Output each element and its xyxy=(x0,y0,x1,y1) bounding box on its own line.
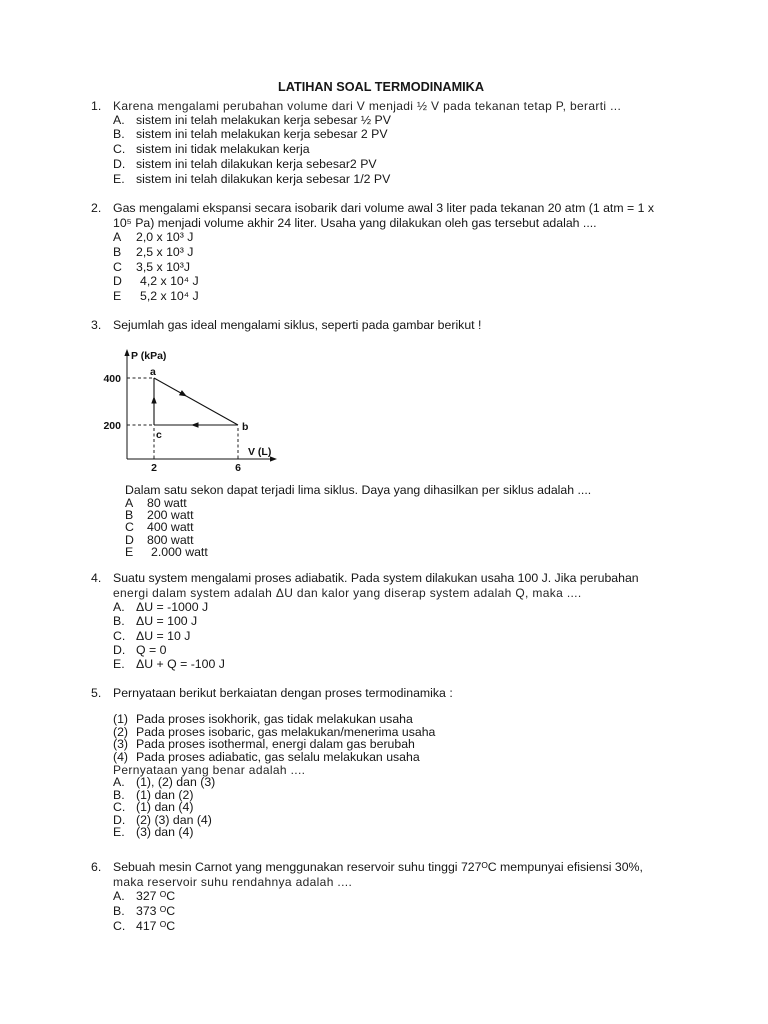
option-text: 2,5 x 10³ J xyxy=(136,245,194,259)
option-text: ΔU = 100 J xyxy=(136,614,198,628)
tick-label-400: 400 xyxy=(103,373,121,385)
question-text: Sejumlah gas ideal mengalami siklus, seperti pada gambar berikut ! xyxy=(113,318,482,332)
option-text: 2.000 watt xyxy=(151,545,208,559)
option-letter: E. xyxy=(113,172,125,186)
option-text: ΔU + Q = -100 J xyxy=(136,657,225,671)
statement-text: Pada proses adiabatic, gas selalu melakukan usaha xyxy=(136,750,420,764)
pv-cycle-diagram xyxy=(90,340,290,480)
v-axis-label: V (L) xyxy=(248,446,272,458)
question-text: 10⁵ Pa) menjadi volume akhir 24 liter. Usaha yang dilakukan oleh gas tersebut adalah .... xyxy=(113,216,597,230)
statement-label: (4) xyxy=(113,750,129,764)
option-letter: B. xyxy=(113,788,125,802)
question-text: Sebuah mesin Carnot yang menggunakan reservoir suhu tinggi 727ᴼC mempunyai efisiensi 30%, xyxy=(113,860,643,874)
statement-text: Pada proses isobaric, gas melakukan/menerima usaha xyxy=(136,725,436,739)
page-title: LATIHAN SOAL TERMODINAMIKA xyxy=(277,80,485,94)
statement-label: (1) xyxy=(113,712,129,726)
question-text: maka reservoir suhu rendahnya adalah .... xyxy=(113,875,353,889)
option-text: (2) (3) dan (4) xyxy=(136,813,212,827)
arrow-left-icon xyxy=(191,422,199,427)
option-text: 417 ᴼC xyxy=(136,919,176,933)
statement-label: (2) xyxy=(113,725,129,739)
option-letter: C. xyxy=(113,919,126,933)
question-text: Pernyataan berikut berkaiatan dengan proses termodinamika : xyxy=(113,686,453,700)
option-letter: B xyxy=(125,508,134,522)
option-text: 2,0 x 10³ J xyxy=(136,230,194,244)
option-letter: E xyxy=(125,545,134,559)
option-letter: C xyxy=(125,520,134,534)
question-text: Suatu system mengalami proses adiabatik. Pada system dilakukan usaha 100 J. Jika perubahan xyxy=(113,571,639,585)
option-letter: B xyxy=(113,245,122,259)
option-letter: A. xyxy=(113,889,125,903)
point-label-c: c xyxy=(156,429,162,441)
option-text: ΔU = -1000 J xyxy=(136,600,209,614)
option-text: (1), (2) dan (3) xyxy=(136,775,216,789)
option-letter: C. xyxy=(113,800,126,814)
option-text: (3) dan (4) xyxy=(136,825,194,839)
question-text: energi dalam system adalah ΔU dan kalor yang diserap system adalah Q, maka .... xyxy=(113,586,582,600)
option-text: 80 watt xyxy=(147,496,187,510)
option-text: 373 ᴼC xyxy=(136,904,176,918)
tick-label-2: 2 xyxy=(151,462,157,474)
option-text: 5,2 x 10⁴ J xyxy=(140,289,199,303)
arrow-down-right-icon xyxy=(179,390,187,396)
option-text: 400 watt xyxy=(147,520,194,534)
option-letter: D. xyxy=(113,157,126,171)
option-text: ΔU = 10 J xyxy=(136,629,191,643)
option-letter: C xyxy=(113,260,122,274)
point-label-a: a xyxy=(150,366,156,378)
question-number: 6. xyxy=(91,860,102,874)
option-text: sistem ini telah dilakukan kerja sebesar2 PV xyxy=(136,157,377,171)
question-number: 4. xyxy=(91,571,102,585)
statement-text: Pada proses isokhorik, gas tidak melakukan usaha xyxy=(136,712,413,726)
option-text: (1) dan (4) xyxy=(136,800,194,814)
question-number: 3. xyxy=(91,318,102,332)
option-text: 327 ᴼC xyxy=(136,889,176,903)
point-label-b: b xyxy=(242,421,249,433)
option-text: sistem ini tidak melakukan kerja xyxy=(136,142,310,156)
p-axis-label: P (kPa) xyxy=(131,350,167,362)
option-letter: D xyxy=(125,533,134,547)
arrow-up-icon xyxy=(151,396,156,404)
question-text: Gas mengalami ekspansi secara isobarik dari volume awal 3 liter pada tekanan 20 atm (1 atm = 1 x xyxy=(113,201,654,215)
option-text: sistem ini telah dilakukan kerja sebesar 1/2 PV xyxy=(136,172,391,186)
option-letter: B. xyxy=(113,127,125,141)
option-letter: D. xyxy=(113,643,126,657)
tick-label-200: 200 xyxy=(103,420,121,432)
question-number: 5. xyxy=(91,686,102,700)
option-text: 3,5 x 10³J xyxy=(136,260,190,274)
option-letter: D xyxy=(113,274,122,288)
question-text: Karena mengalami perubahan volume dari V menjadi ½ V pada tekanan tetap P, berarti ... xyxy=(113,99,622,113)
question-number: 1. xyxy=(91,99,102,113)
option-text: 4,2 x 10⁴ J xyxy=(140,274,199,288)
option-letter: C. xyxy=(113,629,126,643)
option-text: sistem ini telah melakukan kerja sebesar 2 PV xyxy=(136,127,388,141)
option-letter: A. xyxy=(113,775,125,789)
option-letter: A. xyxy=(113,113,125,127)
option-letter: A xyxy=(125,496,134,510)
option-text: (1) dan (2) xyxy=(136,788,194,802)
option-letter: E xyxy=(113,289,122,303)
option-letter: B. xyxy=(113,614,125,628)
option-text: 800 watt xyxy=(147,533,194,547)
option-letter: E. xyxy=(113,657,125,671)
option-letter: E. xyxy=(113,825,125,839)
option-text: 200 watt xyxy=(147,508,194,522)
option-letter: D. xyxy=(113,813,126,827)
option-letter: A. xyxy=(113,600,125,614)
option-letter: A xyxy=(113,230,122,244)
option-text: Q = 0 xyxy=(136,643,167,657)
question-number: 2. xyxy=(91,201,102,215)
option-letter: C. xyxy=(113,142,126,156)
statement-text: Pada proses isothermal, energi dalam gas berubah xyxy=(136,737,415,751)
tick-label-6: 6 xyxy=(235,462,241,474)
question-prompt: Pernyataan yang benar adalah .... xyxy=(113,763,306,777)
statement-label: (3) xyxy=(113,737,129,751)
process-a-to-b xyxy=(154,378,238,425)
option-letter: B. xyxy=(113,904,125,918)
p-axis-arrow-icon xyxy=(124,349,129,356)
option-text: sistem ini telah melakukan kerja sebesar ½ PV xyxy=(136,113,391,127)
question-follow-up: Dalam satu sekon dapat terjadi lima siklus. Daya yang dihasilkan per siklus adalah .... xyxy=(125,483,592,497)
